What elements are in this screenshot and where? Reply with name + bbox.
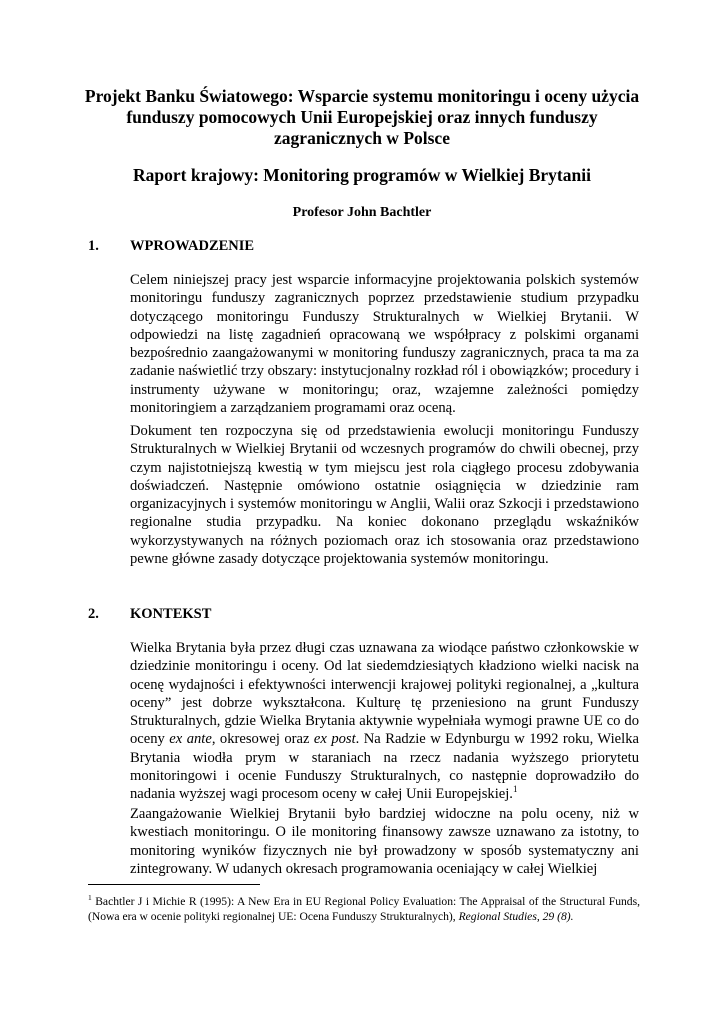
section-title: WPROWADZENIE [130,238,255,254]
section-title: KONTEKST [130,606,212,622]
paragraph-text: , okresowej oraz [211,731,314,748]
section-number: 2. [88,606,99,622]
paragraph: Zaangażowanie Wielkiej Brytanii było bardziej widoczne na polu oceny, niż w kwestiach monitoringu. O ile monitoring finansowy zawsze uznawano za istotny, to monitoring wyników fizycznych nie był prowadzony w sposób systematyczny ani zintegrowany. W udanych okresach programowania oceniający w całej Wielkiej [130,806,639,877]
section-heading-context [88,605,211,623]
paragraph [130,639,639,804]
footnote-number: 1 [88,893,92,903]
paragraph: Dokument ten rozpoczyna się od przedstawienia ewolucji monitoringu Funduszy Strukturalnych w Wielkiej Brytanii od wczesnych programów do chwili obecnej, przy czym najistotniejszą kwestią w tym miejscu jest rola ciągłego procesu zdobywania doświadczeń. Następnie omówiono ostatnie osiągnięcia w dziedzinie ram organizacyjnych i systemów monitoringu w Anglii, Walii oraz Szkocji i przedstawiono regionalne studia przypadku. Na koniec dokonano przeglądu wskaźników wykorzystywanych na różnych poziomach oraz ich stosowania oraz przedstawiono pewne główne zasady dotyczące projektowania systemów monitoringu. [130,423,639,568]
footnote-journal: Regional Studies, 29 (8). [458,910,574,923]
paragraph-text: Wielka Brytania była przez długi czas uznawana za wiodące państwo członkowskie w dziedzinie monitoringu i oceny. Od lat siedemdziesiątych kładziono wielki nacisk na ocenę wydajności i efektywności interwencji krajowej polityki regionalnej, a „kultura oceny” jest dobrze wykształcona. Kulturę tę przeniesiono na grunt Funduszy Strukturalnych, gdzie Wielka Brytania aktywnie wypełniała wymogi prawne UE co do oceny [130,640,639,748]
document-title: Projekt Banku Światowego: Wsparcie systemu monitoringu i oceny użycia funduszy pomocowych Unii Europejskiej oraz innych funduszy zagranicznych w Polsce [84,86,640,148]
term-ex-ante: ex ante [169,731,212,748]
document-author: Profesor John Bachtler [292,205,432,220]
footnote-text: Bachtler J i Michie R (1995): A New Era in EU Regional Policy Evaluation: The Appraisal of the Structural Funds, (Nowa era w ocenie polityki regionalnej UE: Ocena Funduszy Strukturalnych), [88,895,640,923]
paragraph-text: . Na Radzie w Edynburgu w 1992 roku, Wielka Brytania wiodła prym w staraniach na rzecz nadania wyższego priorytetu monitoringowi i ocenie Funduszy Strukturalnych, co następnie doprowadziło do nadania wyższej wagi procesom oceny w całej Unii Europejskiej. [130,731,639,803]
footnote-separator [88,884,260,885]
term-ex-post: ex post [313,731,356,748]
document-subtitle: Raport krajowy: Monitoring programów w Wielkiej Brytanii [133,165,591,185]
section-heading-introduction [88,237,254,255]
footnote [88,894,640,924]
paragraph: Celem niniejszej pracy jest wsparcie informacyjne projektowania polskich systemów monitoringu funduszy zagranicznych poprzez przedstawienie studium przypadku dotyczącego monitoringu Funduszy Strukturalnych w Wielkiej Brytanii. W odpowiedzi na listę zagadnień opracowaną we współpracy z polskimi organami bezpośrednio zaangażowanymi w monitoring funduszy zagranicznych, praca ta ma za zadanie naświetlić trzy obszary: instytucjonalny rozkład ról i obowiązków; procedury i instrumenty używane w monitoringu; oraz, wzajemne zależności pomiędzy monitoringiem a zarządzaniem programami oraz oceną. [130,272,639,417]
footnote-reference[interactable]: 1 [512,784,518,795]
section-number: 1. [88,238,99,254]
